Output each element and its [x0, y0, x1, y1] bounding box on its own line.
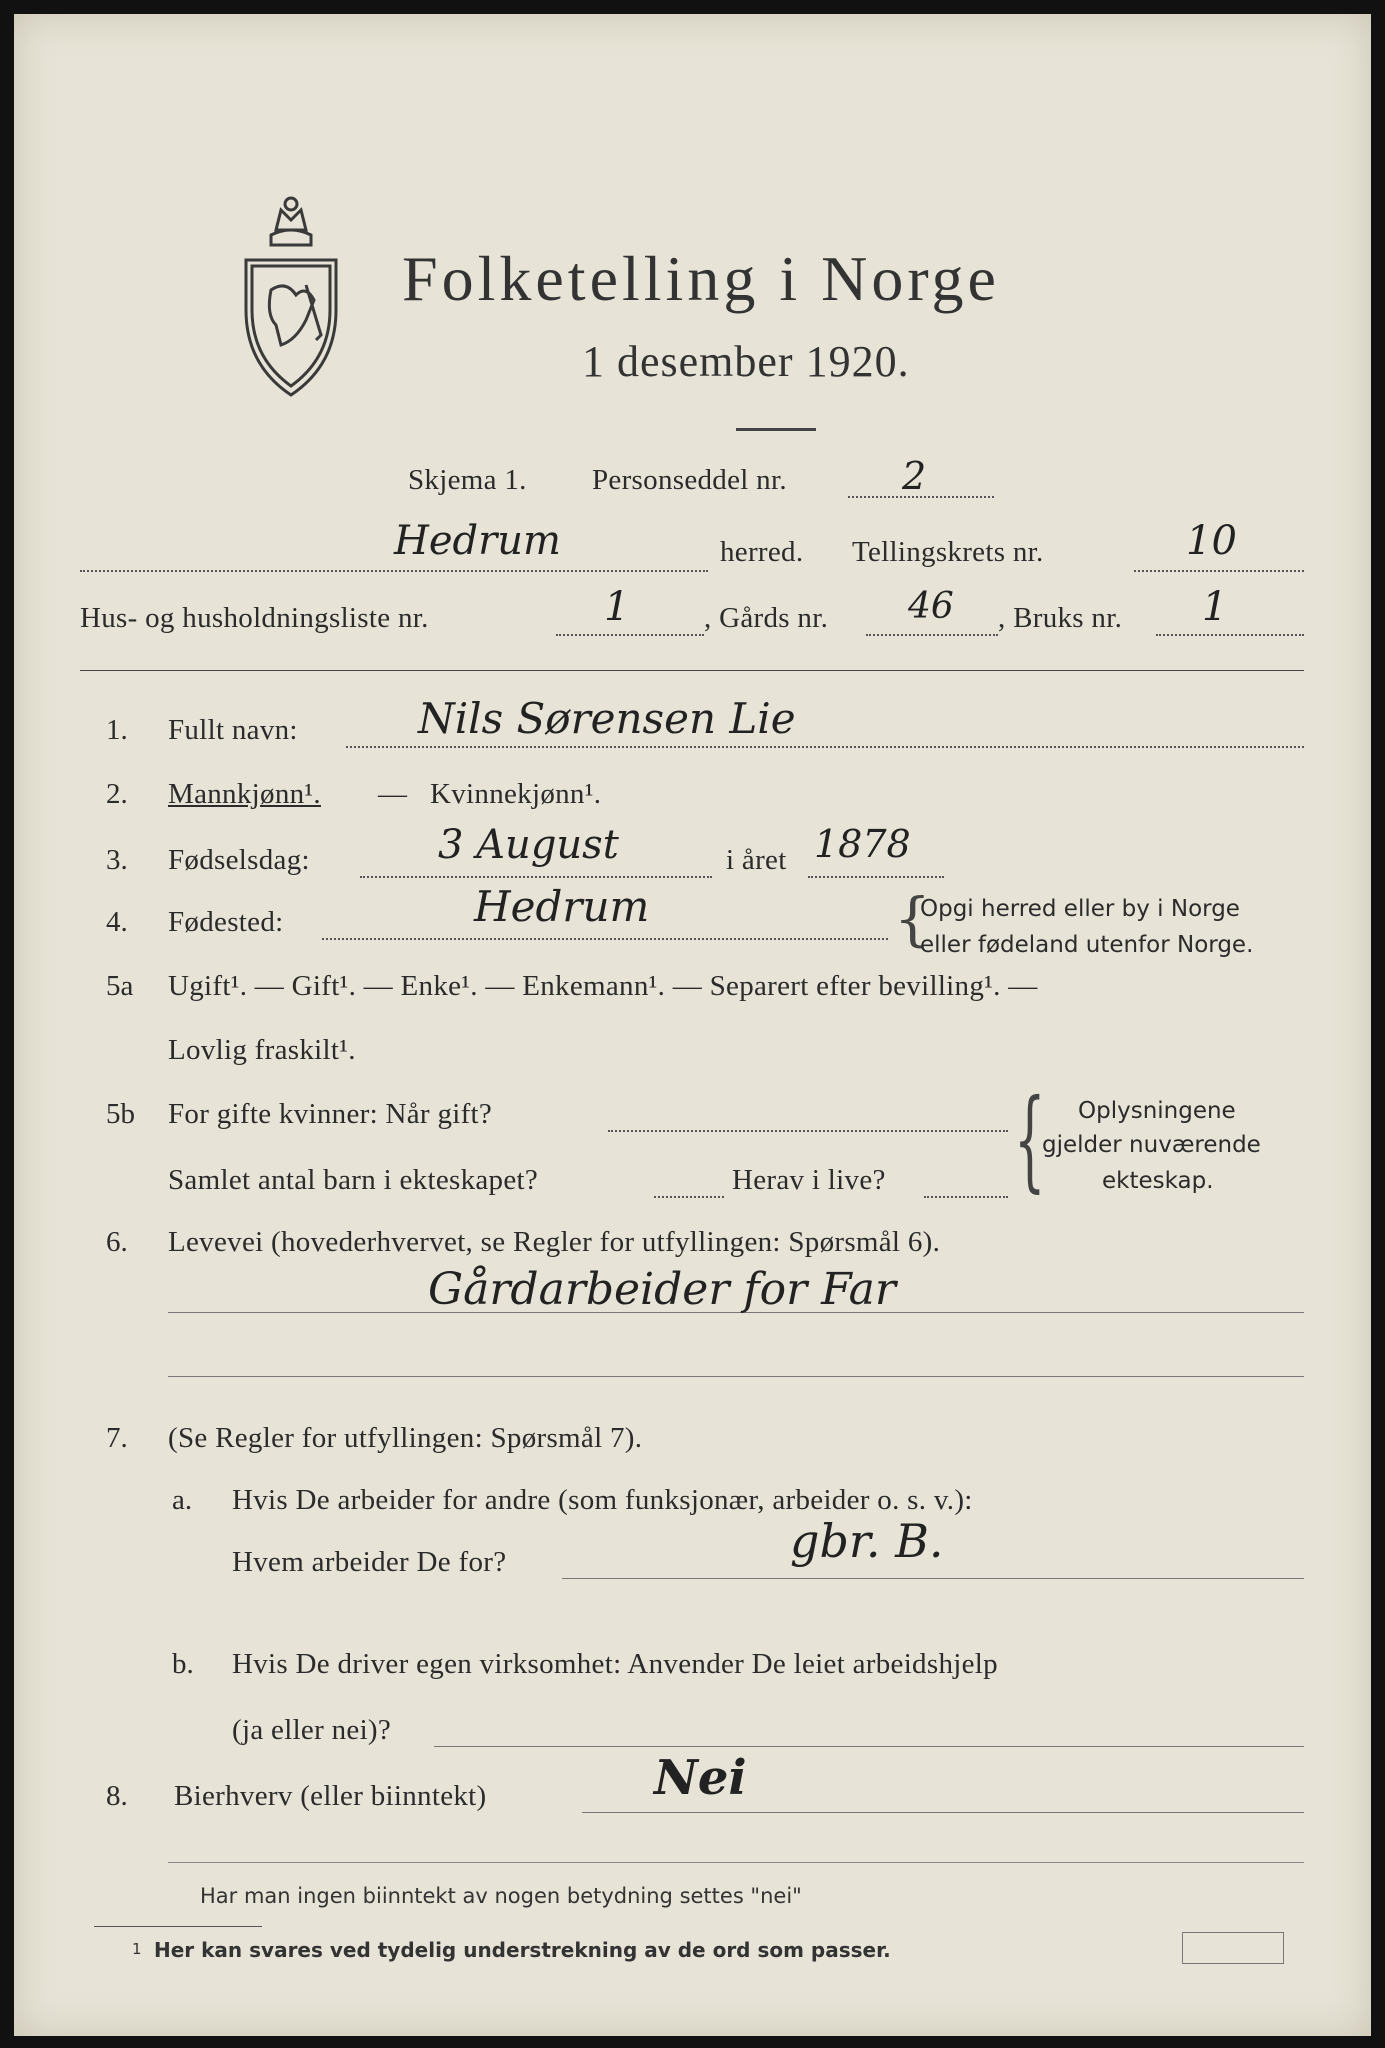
tellingskrets-label: Tellingskrets nr. [852, 536, 1044, 568]
full-name-field[interactable] [346, 746, 1304, 748]
hired-help-field[interactable] [434, 1746, 1304, 1747]
q4-note-line2: eller fødeland utenfor Norge. [920, 932, 1254, 958]
q1-number: 1. [106, 714, 128, 746]
children-field[interactable] [654, 1196, 724, 1198]
form-date: 1 desember 1920. [582, 337, 910, 386]
birthday-field[interactable] [360, 876, 712, 878]
herred-field[interactable] [80, 570, 708, 572]
q7-number: 7. [106, 1422, 128, 1454]
side-income-value: Nei [654, 1750, 747, 1806]
female-option[interactable]: Kvinnekjønn¹. [430, 778, 602, 810]
q2-number: 2. [106, 778, 128, 810]
q7a-line1: Hvis De arbeider for andre (som funksjonær, arbeider o. s. v.): [232, 1484, 973, 1516]
married-when-field[interactable] [608, 1130, 1008, 1132]
form-title: Folketelling i Norge [402, 243, 1000, 314]
q5a-options-line2[interactable]: Lovlig fraskilt¹. [168, 1034, 356, 1066]
q4-brace: { [894, 885, 931, 953]
q4-note-line1: Opgi herred eller by i Norge [920, 896, 1240, 922]
footnote-mark: 1 [132, 1940, 142, 1958]
q7a-letter: a. [172, 1484, 193, 1516]
year-label: i året [726, 844, 787, 876]
q8-number: 8. [106, 1780, 128, 1812]
full-name-value: Nils Sørensen Lie [418, 694, 796, 743]
hus-value: 1 [604, 584, 630, 630]
alive-label: Herav i live? [732, 1164, 886, 1196]
side-income-field[interactable] [582, 1812, 1304, 1813]
male-option[interactable]: Mannkjønn¹. [168, 778, 321, 810]
children-label: Samlet antal barn i ekteskapet? [168, 1164, 539, 1196]
employer-field[interactable] [562, 1578, 1304, 1579]
gards-value: 46 [908, 586, 954, 627]
bruks-field[interactable] [1156, 634, 1304, 636]
tellingskrets-value: 10 [1186, 518, 1237, 564]
skjema-label: Skjema 1. [408, 464, 527, 496]
header-divider [80, 670, 1304, 671]
q5b-note-line2: gjelder nuværende [1042, 1132, 1261, 1158]
herred-value: Hedrum [394, 518, 561, 564]
q5b-brace: { [1014, 1075, 1046, 1203]
birthplace-field[interactable] [322, 938, 888, 940]
footnote-text: Her kan svares ved tydelig understrekning av de ord som passer. [154, 1938, 891, 1962]
personseddel-value: 2 [902, 454, 927, 498]
employer-value: gbr. B. [790, 1514, 944, 1568]
personseddel-label: Personseddel nr. [592, 464, 787, 496]
year-field[interactable] [808, 876, 944, 878]
hus-field[interactable] [556, 634, 704, 636]
herred-label: herred. [720, 536, 804, 568]
hus-label: Hus- og husholdningsliste nr. [80, 602, 429, 634]
q8-label: Bierhverv (eller biinntekt) [174, 1780, 487, 1812]
year-value: 1878 [814, 822, 911, 866]
side-income-field-line2[interactable] [168, 1862, 1304, 1863]
census-form [14, 14, 1371, 2036]
q4-label: Fødested: [168, 906, 284, 938]
q3-number: 3. [106, 844, 128, 876]
footnote-divider [94, 1926, 262, 1927]
q3-label: Fødselsdag: [168, 844, 310, 876]
q5b-number: 5b [106, 1098, 135, 1130]
q6-label: Levevei (hovederhvervet, se Regler for utfyllingen: Spørsmål 6). [168, 1226, 941, 1258]
q2-separator: — [378, 778, 408, 810]
tellingskrets-field[interactable] [1134, 570, 1304, 572]
q7b-line2: (ja eller nei)? [232, 1714, 392, 1746]
q4-number: 4. [106, 906, 128, 938]
gards-field[interactable] [866, 634, 998, 636]
birthplace-value: Hedrum [474, 882, 650, 931]
q7b-letter: b. [172, 1648, 194, 1680]
q5b-note-line1: Oplysningene [1078, 1098, 1236, 1124]
q7b-line1: Hvis De driver egen virksomhet: Anvender De leiet arbeidshjelp [232, 1648, 998, 1680]
footer-note: Har man ingen biinntekt av nogen betydning settes "nei" [200, 1884, 802, 1908]
q7-label: (Se Regler for utfyllingen: Spørsmål 7). [168, 1422, 643, 1454]
occupation-field-line2[interactable] [168, 1376, 1304, 1377]
birthday-value: 3 August [438, 822, 619, 868]
q6-number: 6. [106, 1226, 128, 1258]
printer-stamp [1182, 1932, 1284, 1964]
q5b-label: For gifte kvinner: Når gift? [168, 1098, 493, 1130]
title-divider [736, 428, 816, 431]
q5b-note-line3: ekteskap. [1102, 1168, 1214, 1194]
bruks-label: , Bruks nr. [998, 602, 1123, 634]
q5a-options[interactable]: Ugift¹. — Gift¹. — Enke¹. — Enkemann¹. — Separert efter bevilling¹. — [168, 970, 1038, 1002]
gards-label: , Gårds nr. [704, 602, 829, 634]
q5a-number: 5a [106, 970, 134, 1002]
coat-of-arms-icon [236, 190, 346, 400]
occupation-value: Gårdarbeider for Far [428, 1264, 896, 1315]
q7a-line2: Hvem arbeider De for? [232, 1546, 507, 1578]
bruks-value: 1 [1202, 584, 1228, 630]
q1-label: Fullt navn: [168, 714, 298, 746]
alive-field[interactable] [924, 1196, 1008, 1198]
